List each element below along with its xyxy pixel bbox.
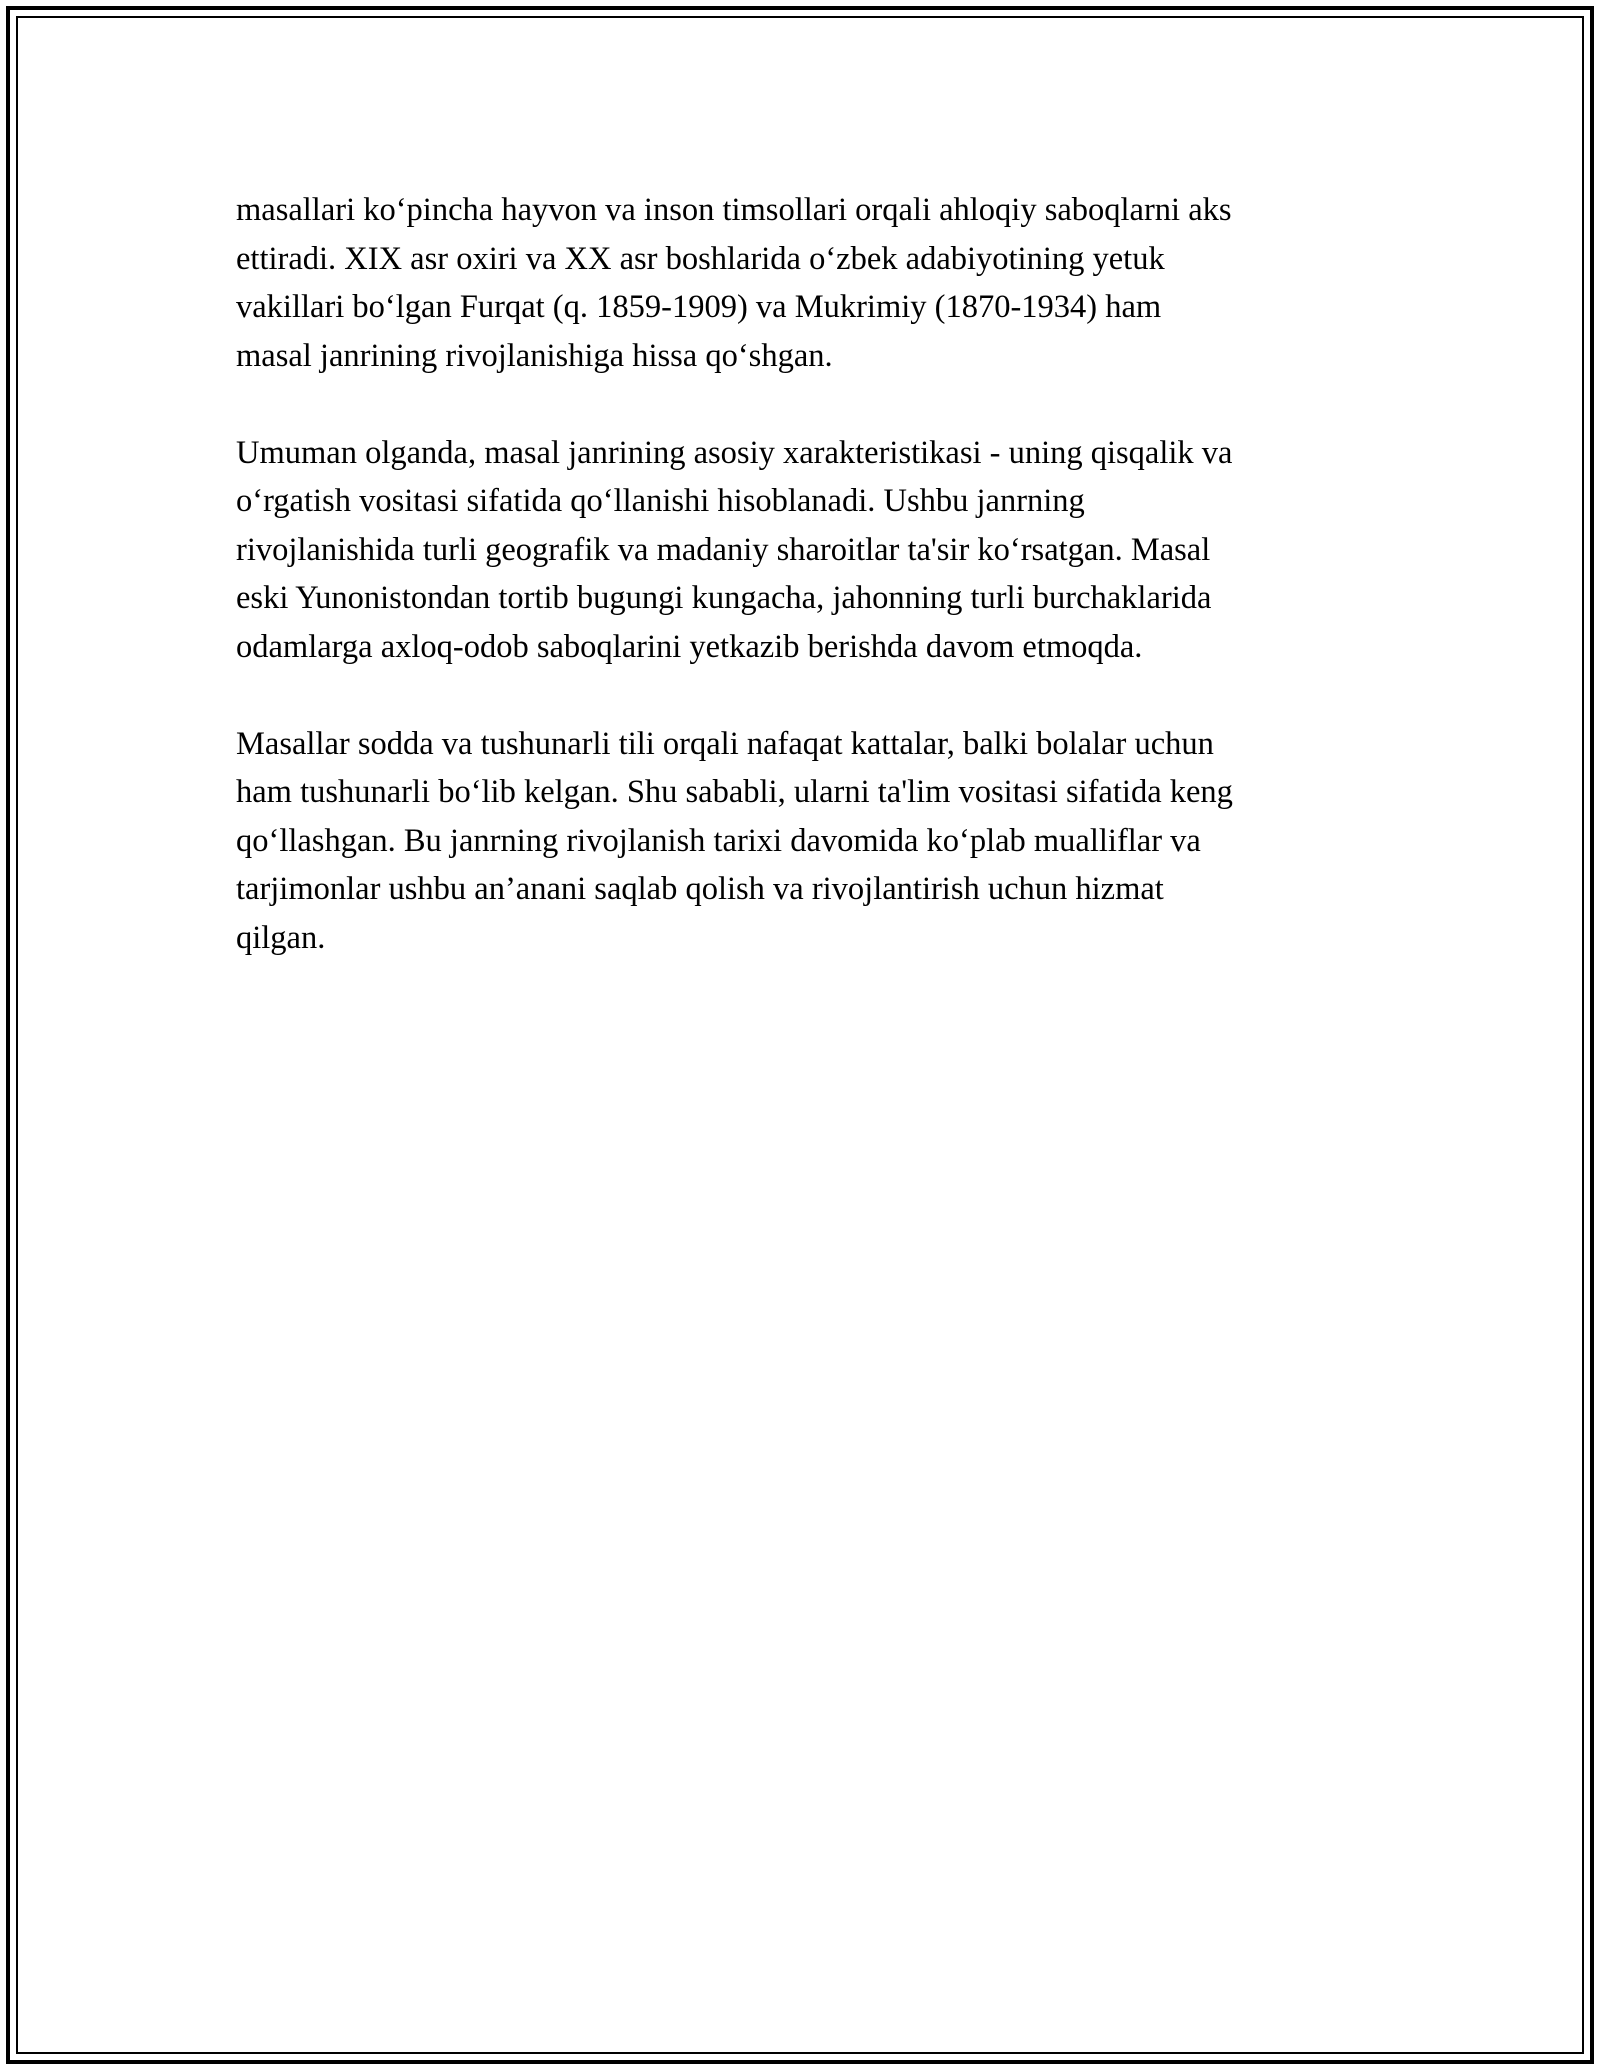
paragraph-2 xyxy=(236,429,1386,672)
paragraph-3 xyxy=(236,720,1386,963)
text-line: masal janrining rivojlanishiga hissa qo‘shgan. xyxy=(236,337,833,374)
document-body xyxy=(236,186,1386,962)
text-line: qo‘llashgan. Bu janrning rivojlanish tarixi davomida ko‘plab mualliflar va xyxy=(236,822,1201,859)
text-line: ham tushunarli bo‘lib kelgan. Shu sababli, ularni ta'lim vositasi sifatida keng xyxy=(236,774,1233,810)
text-line: o‘rgatish vositasi sifatida qo‘llanishi hisoblanadi. Ushbu janrning xyxy=(236,483,1085,519)
text-line: vakillari bo‘lgan Furqat (q. 1859-1909) va Mukrimiy (1870-1934) ham xyxy=(236,289,1162,325)
text-line: masallari ko‘pincha hayvon va inson timsollari orqali ahloqiy saboqlarni aks xyxy=(236,192,1232,228)
text-line: Umuman olganda, masal janrining asosiy xarakteristikasi - uning qisqalik va xyxy=(236,434,1233,471)
paragraph-1 xyxy=(236,186,1386,380)
text-line: eski Yunonistondan tortib bugungi kungacha, jahonning turli burchaklarida xyxy=(236,580,1212,616)
text-line: rivojlanishida turli geografik va madaniy sharoitlar ta'sir ko‘rsatgan. Masal xyxy=(236,531,1211,568)
text-line: tarjimonlar ushbu an’anani saqlab qolish va rivojlantirish uchun hizmat xyxy=(236,871,1164,907)
text-line: Masallar sodda va tushunarli tili orqali nafaqat kattalar, balki bolalar uchun xyxy=(236,725,1214,762)
text-line: qilgan. xyxy=(236,919,326,956)
text-line: ettiradi. XIX asr oxiri va XX asr boshlarida o‘zbek adabiyotining yetuk xyxy=(236,240,1165,277)
text-line: odamlarga axloq-odob saboqlarini yetkazib berishda davom etmoqda. xyxy=(236,628,1143,665)
